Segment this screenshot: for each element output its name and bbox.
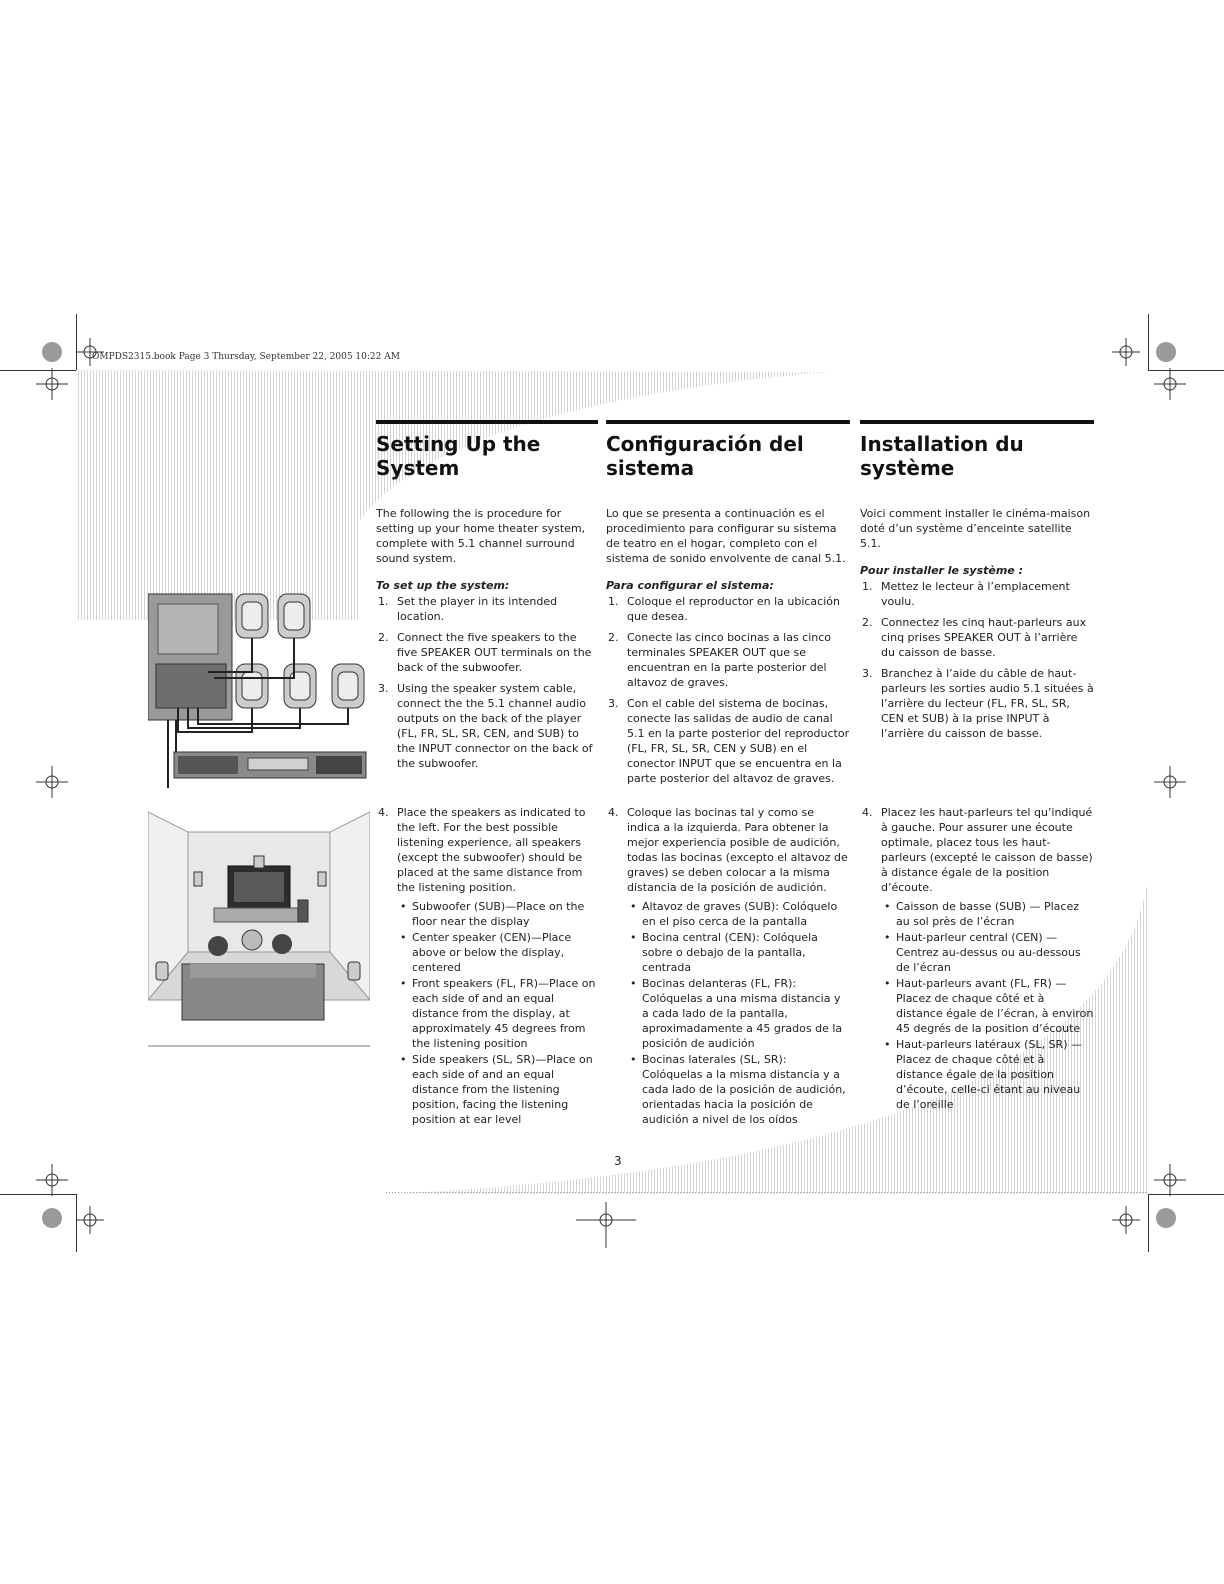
intro-paragraph: Voici comment installer le cinéma-maison doté d’un système d’enceinte satellite 5.1. (860, 507, 1091, 550)
page-number: 3 (614, 1154, 622, 1168)
bullet-item: • Front speakers (FL, FR)—Place on each side of and an equal distance from the display, at approximately 45 degrees from the listening position (400, 977, 596, 1050)
bullet-item: • Bocinas delanteras (FL, FR): Colóquelas a una misma distancia y a cada lado de la pantalla, aproximadamente a 45 grados de la posición de audición (630, 977, 843, 1050)
list-item: 2. Connectez les cinq haut-parleurs aux cinq prises SPEAKER OUT à l’arrière du caisson de basse. (862, 616, 1087, 659)
bullet-item: • Center speaker (CEN)—Place above or below the display, centered (400, 931, 572, 974)
bullet-item: • Bocina central (CEN): Colóquela sobre o debajo de la pantalla, centrada (630, 931, 818, 974)
list-item: 1. Coloque el reproductor en la ubicación que desea. (608, 595, 840, 623)
bullet-list (397, 899, 598, 1127)
room-layout-illustration (148, 804, 370, 1050)
list-item: 1. Mettez le lecteur à l’emplacement voulu. (862, 580, 1070, 608)
column-french (860, 420, 1094, 747)
list-item: 3. Using the speaker system cable, connect the the 5.1 channel audio outputs on the back of the player (FL, FR, SL, SR, CEN, and SUB) to the INPUT connector on the back of the subwoofer. (378, 682, 593, 770)
list-item: 4. Placez les haut-parleurs tel qu’indiqué à gauche. Pour assurer une écoute optimale, placez tous les haut-parleurs (excepté le caisson de basse) à distance égale de la position d’écoute. • Caisson de basse (SUB) — Placez au sol près de l’écran • Haut-parleur central (CEN) — Centrez au-dessus ou au-dessous de l’écran • Haut-parleurs avant (FL, FR) — Placez de chaque côté et à distance égale de l’écran, à environ 45 degrés de la position d’écoute • Haut-parleurs latéraux (SL, SR) — Placez de chaque côté et à distance égale de la position d’écoute, celle-ci étant au niveau de l’oreille (862, 806, 1094, 1111)
list-item: 2. Conecte las cinco bocinas a las cinco terminales SPEAKER OUT que se encuentran en la parte posterior del altavoz de graves. (608, 631, 832, 689)
bullet-item: • Haut-parleurs latéraux (SL, SR) — Placez de chaque côté et à distance égale de la position d’écoute, celle-ci étant au niveau de l’oreille (884, 1038, 1082, 1111)
section-title: Installation du système (860, 432, 1024, 480)
step4-spanish (606, 805, 850, 1133)
list-item: 4. Place the speakers as indicated to the left. For the best possible listening experience, all speakers (except the subwoofer) should be placed at the same distance from the listening position. • Subwoofer (SUB)—Place on the floor near the display • Center speaker (CEN)—Place above or below the display, centered • Front speakers (FL, FR)—Place on each side of and an equal distance from the display, at approximately 45 degrees from the listening position • Side speakers (SL, SR)—Place on each side of and an equal distance from the listening position, facing the listening position at ear level (376, 805, 598, 1127)
section-title: Configuración del sistema (606, 432, 804, 480)
intro-paragraph: Lo que se presenta a continuación es el procedimiento para configurar su sistema de teatro en el hogar, completo con el sistema de sonido envolvente de canal 5.1. (606, 507, 846, 565)
section-title: Setting Up the System (376, 432, 541, 480)
footer-dotted-line (386, 1192, 1146, 1193)
steps-list (376, 594, 598, 771)
column-spanish (606, 420, 850, 792)
bullet-list (881, 899, 1094, 1112)
file-stamp: OMPDS2315.book Page 3 Thursday, September 22, 2005 10:22 AM (92, 352, 400, 362)
step4-french (860, 805, 1094, 1118)
list-item: 3. Con el cable del sistema de bocinas, conecte las salidas de audio de canal 5.1 en la parte posterior del reproductor (FL, FR, SL, SR, CEN y SUB) en el conector INPUT que se encuentra en la parte posterior del altavoz de graves. (608, 697, 850, 785)
subheading: Para configurar el sistema: (606, 579, 774, 592)
bullet-item: • Side speakers (SL, SR)—Place on each side of and an equal distance from the listening position, facing the listening position at ear level (400, 1053, 593, 1126)
list-item: 1. Set the player in its intended location. (378, 595, 558, 623)
wiring-diagram-illustration (148, 592, 370, 794)
list-item: 2. Connect the five speakers to the five SPEAKER OUT terminals on the back of the subwoofer. (378, 631, 592, 674)
column-english (376, 420, 598, 777)
subheading: To set up the system: (376, 579, 510, 592)
bullet-item: • Altavoz de graves (SUB): Colóquelo en el piso cerca de la pantalla (630, 900, 838, 928)
bullet-item: • Bocinas laterales (SL, SR): Colóquelas a la misma distancia y a cada lado de la posición de audición, orientadas hacia la posición de audición a nivel de los oídos (630, 1053, 846, 1126)
step4-english (376, 805, 598, 1133)
bullet-list (627, 899, 850, 1127)
intro-paragraph: The following the is procedure for setting up your home theater system, complete with 5.1 channel surround sound system. (376, 507, 586, 565)
title-rule (860, 420, 1094, 424)
subheading: Pour installer le système : (860, 564, 1023, 577)
list-item: 4. Coloque las bocinas tal y como se indica a la izquierda. Para obtener la mejor experiencia posible de audición, todas las bocinas (excepto el altavoz de graves) se deben colocar a la misma distancia de la posición de audición. • Altavoz de graves (SUB): Colóquelo en el piso cerca de la pantalla • Bocina central (CEN): Colóquela sobre o debajo de la pantalla, centrada • Bocinas delanteras (FL, FR): Colóquelas a una misma distancia y a cada lado de la pantalla, aproximadamente a 45 grados de la posición de audición • Bocinas laterales (SL, SR): Colóquelas a la misma distancia y a cada lado de la posición de audición, orientadas hacia la posición de audición a nivel de los oídos (606, 805, 850, 1127)
bullet-item: • Haut-parleurs avant (FL, FR) — Placez de chaque côté et à distance égale de l’écran, à environ 45 degrés de la position d’écoute (884, 977, 1094, 1035)
steps-list (606, 594, 850, 786)
title-rule (606, 420, 850, 424)
title-rule (376, 420, 598, 424)
list-item: 3. Branchez à l’aide du câble de haut-parleurs les sorties audio 5.1 situées à l’arrière du lecteur (FL, FR, SL, SR, CEN et SUB) à la prise INPUT à l’arrière du caisson de basse. (862, 667, 1094, 740)
bullet-item: • Caisson de basse (SUB) — Placez au sol près de l’écran (884, 900, 1080, 928)
bullet-item: • Subwoofer (SUB)—Place on the floor near the display (400, 900, 585, 928)
steps-list (860, 579, 1094, 741)
bullet-item: • Haut-parleur central (CEN) — Centrez au-dessus ou au-dessous de l’écran (884, 931, 1081, 974)
